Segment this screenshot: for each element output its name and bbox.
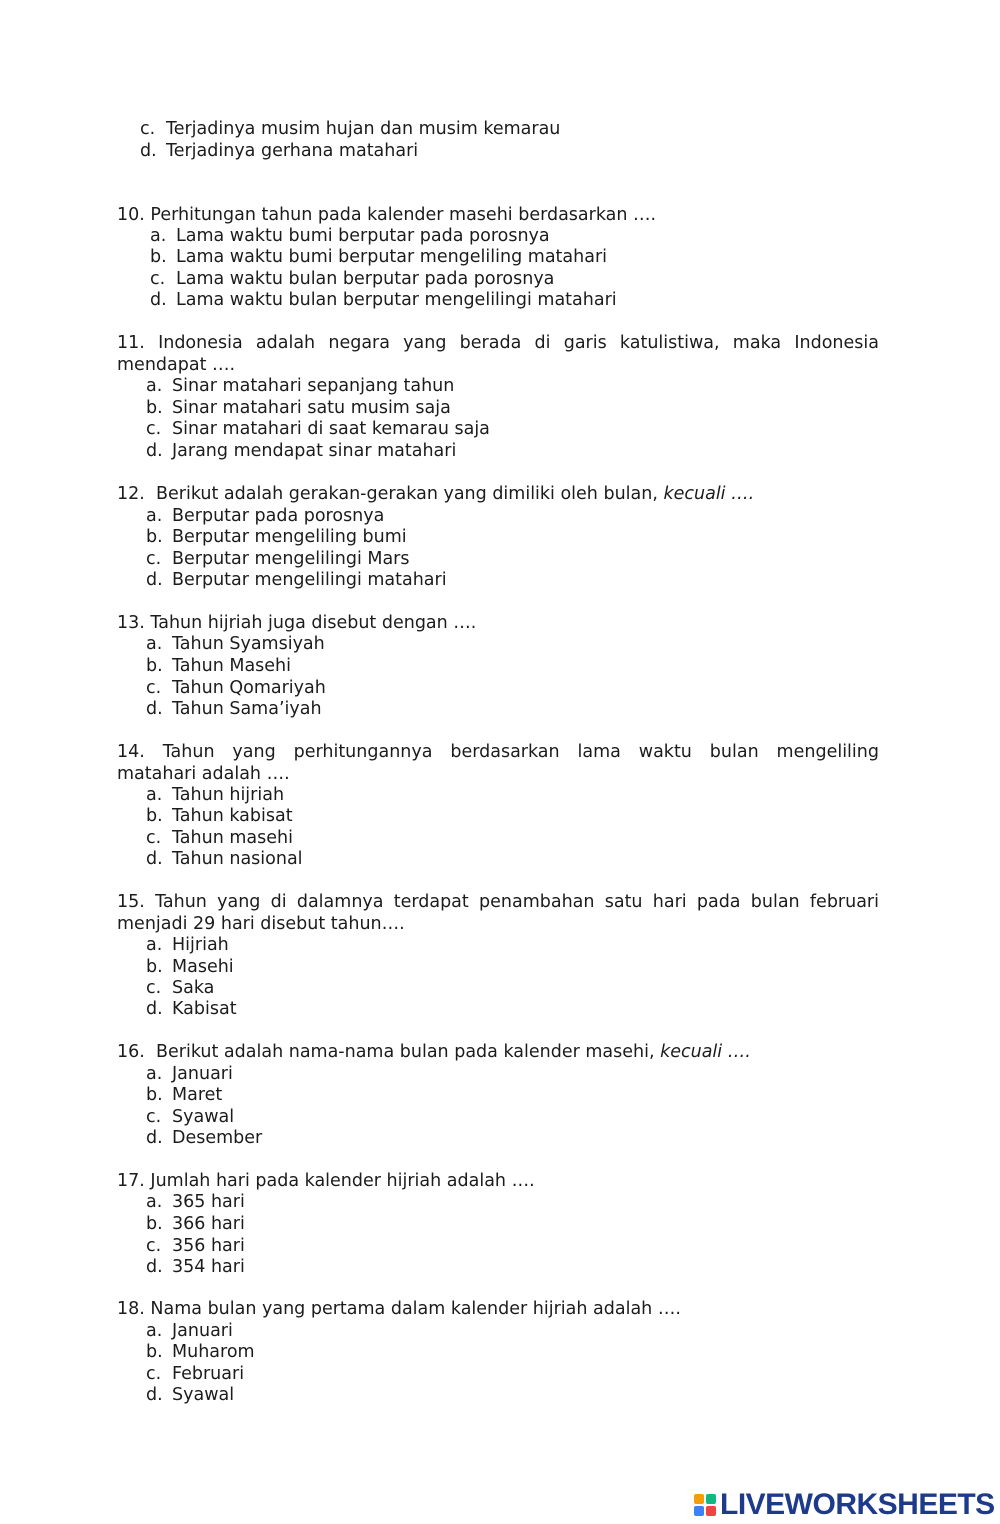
question-17: 17. Jumlah hari pada kalender hijriah adalah …. [117,1171,535,1191]
option-c: c. Terjadinya musim hujan dan musim kemarau [140,119,561,139]
liveworksheets-logo-icon [694,1494,716,1516]
option-a[interactable]: a. Tahun Syamsiyah [146,634,325,654]
option-d[interactable]: d. Tahun Sama’iyah [146,699,322,719]
question-13: 13. Tahun hijriah juga disebut dengan …. [117,613,477,633]
question-11-cont: mendapat …. [117,355,236,375]
option-a[interactable]: a. Januari [146,1064,233,1084]
option-b[interactable]: b. Lama waktu bumi berputar mengeliling matahari [150,247,607,267]
option-a[interactable]: a. 365 hari [146,1192,245,1212]
option-c[interactable]: c. Februari [146,1364,245,1384]
option-d[interactable]: d. Lama waktu bulan berputar mengelilingi matahari [150,290,617,310]
option-d[interactable]: d. Jarang mendapat sinar matahari [146,441,457,461]
liveworksheets-watermark[interactable] [694,1486,995,1524]
option-b[interactable]: b. Tahun kabisat [146,806,293,826]
option-a[interactable]: a. Lama waktu bumi berputar pada porosnya [150,226,550,246]
option-a[interactable]: a. Januari [146,1321,233,1341]
option-d[interactable]: d. Kabisat [146,999,237,1019]
option-c[interactable]: c. Syawal [146,1107,235,1127]
option-c[interactable]: c. Lama waktu bulan berputar pada porosnya [150,269,555,289]
option-c[interactable]: c. Tahun masehi [146,828,293,848]
question-14-cont: matahari adalah …. [117,764,290,784]
option-b[interactable]: b. Berputar mengeliling bumi [146,527,407,547]
option-c[interactable]: c. 356 hari [146,1236,245,1256]
question-12: 12. Berikut adalah gerakan-gerakan yang dimiliki oleh bulan, kecuali …. [117,484,755,504]
option-d: d. Terjadinya gerhana matahari [140,141,419,161]
option-a[interactable]: a. Sinar matahari sepanjang tahun [146,376,455,396]
question-18: 18. Nama bulan yang pertama dalam kalender hijriah adalah …. [117,1299,681,1319]
option-b[interactable]: b. Tahun Masehi [146,656,292,676]
option-c[interactable]: c. Berputar mengelilingi Mars [146,549,410,569]
option-a[interactable]: a. Berputar pada porosnya [146,506,385,526]
question-10: 10. Perhitungan tahun pada kalender masehi berdasarkan …. [117,205,657,225]
question-15-cont: menjadi 29 hari disebut tahun…. [117,914,405,934]
option-c[interactable]: c. Saka [146,978,215,998]
option-b[interactable]: b. Maret [146,1085,223,1105]
option-b[interactable]: b. Muharom [146,1342,255,1362]
question-15: 15. Tahun yang di dalamnya terdapat penambahan satu hari pada bulan februari [117,892,879,912]
option-d[interactable]: d. Berputar mengelilingi matahari [146,570,447,590]
option-c[interactable]: c. Tahun Qomariyah [146,678,326,698]
option-b[interactable]: b. 366 hari [146,1214,245,1234]
option-d[interactable]: d. Desember [146,1128,263,1148]
option-b[interactable]: b. Sinar matahari satu musim saja [146,398,451,418]
option-a[interactable]: a. Hijriah [146,935,229,955]
question-16: 16. Berikut adalah nama-nama bulan pada kalender masehi, kecuali …. [117,1042,751,1062]
option-c[interactable]: c. Sinar matahari di saat kemarau saja [146,419,490,439]
option-a[interactable]: a. Tahun hijriah [146,785,285,805]
option-d[interactable]: d. 354 hari [146,1257,245,1277]
option-b[interactable]: b. Masehi [146,957,234,977]
question-11: 11. Indonesia adalah negara yang berada di garis katulistiwa, maka Indonesia [117,333,879,353]
option-d[interactable]: d. Tahun nasional [146,849,303,869]
option-d[interactable]: d. Syawal [146,1385,235,1405]
question-14: 14. Tahun yang perhitungannya berdasarkan lama waktu bulan mengeliling [117,742,879,762]
watermark-text: LIVEWORKSHEETS [720,1488,995,1521]
